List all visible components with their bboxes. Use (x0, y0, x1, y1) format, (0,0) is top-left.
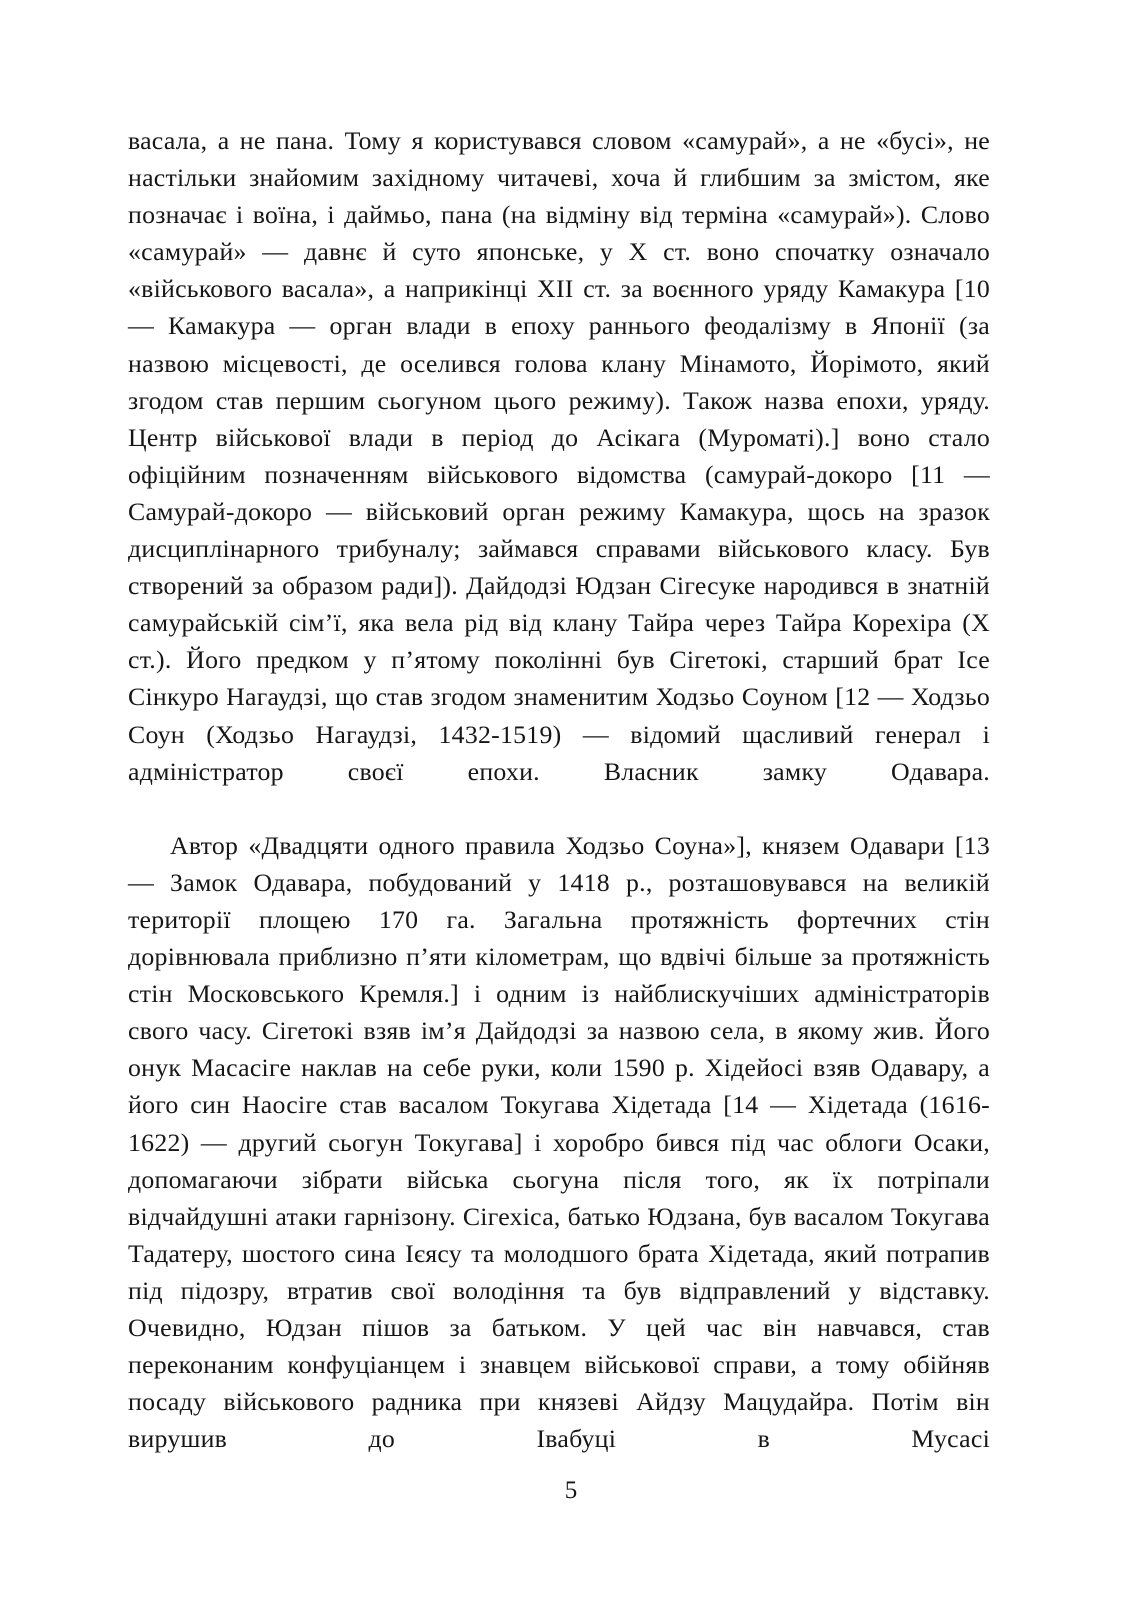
body-paragraph: васала, а не пана. Тому я користувався словом «самурай», а не «бусі», не настільки знайомим західному читачеві, хоча й глибшим за змістом, яке позначає і воїна, і даймьо, пана (на відміну від терміна «самурай»). Слово «самурай» — давнє й суто японське, у X ст. воно спочатку означало «військового васала», а наприкінці XII ст. за воєнного уряду Камакура [10 — Камакура — орган влади в епоху раннього феодалізму в Японії (за назвою місцевості, де оселився голова клану Мінамото, Йорімото, який згодом став першим сьогуном цього режиму). Також назва епохи, уряду. Центр військової влади в період до Асікага (Муроматі).] воно стало офіційним позначенням військового відомства (самурай-докоро [11 — Самурай-докоро — військовий орган режиму Камакура, щось на зразок дисциплінарного трибуналу; займався справами військового класу. Був створений за образом ради]). Дайдодзі Юдзан Сігесуке народився в знатній самурайській сім’ї, яка вела рід від клану Тайра через Тайра Корехіра (X ст.). Його предком у п’ятому поколінні був Сігетокі, старший брат Ісе Сінкуро Нагаудзі, що став згодом знаменитим Ходзьо Соуном [12 — Ходзьо Соун (Ходзьо Нагаудзі, 1432-1519) — відомий щасливий генерал і адміністратор своєї епохи. Власник замку Одавара. (128, 126, 990, 786)
body-paragraph: Автор «Двадцяти одного правила Ходзьо Соуна»], князем Одавари [13 — Замок Одавара, побудований у 1418 р., розташовувався на великій території площею 170 га. Загальна протяжність фортечних стін дорівнювала приблизно п’яти кілометрам, що вдвічі більше за протяжність стін Московського Кремля.] і одним із найблискучіших адміністраторів свого часу. Сігетокі взяв ім’я Дайдодзі за назвою села, в якому жив. Його онук Масасіге наклав на себе руки, коли 1590 р. Хідейосі взяв Одавару, а його син Наосіге став васалом Токугава Хідетада [14 — Хідетада (1616-1622) — другий сьогун Токугава] і хоробро бився під час облоги Осаки, допомагаючи зібрати війська сьогуна після того, як їх потріпали відчайдушні атаки гарнізону. Сігехіса, батько Юдзана, був васалом Токугава Тадатеру, шостого сина Ієясу та молодшого брата Хідетада, який потрапив під підозру, втратив свої володіння та був відправлений у відставку. Очевидно, Юдзан пішов за батьком. У цей час він навчався, став переконаним конфуціанцем і знавцем військової справи, а тому обійняв посаду військового радника при князеві Айдзу Мацудайра. Потім він вирушив до Івабуці в Мусасі (128, 830, 990, 1454)
text-column (128, 122, 990, 1494)
page-number: 5 (564, 1477, 578, 1504)
